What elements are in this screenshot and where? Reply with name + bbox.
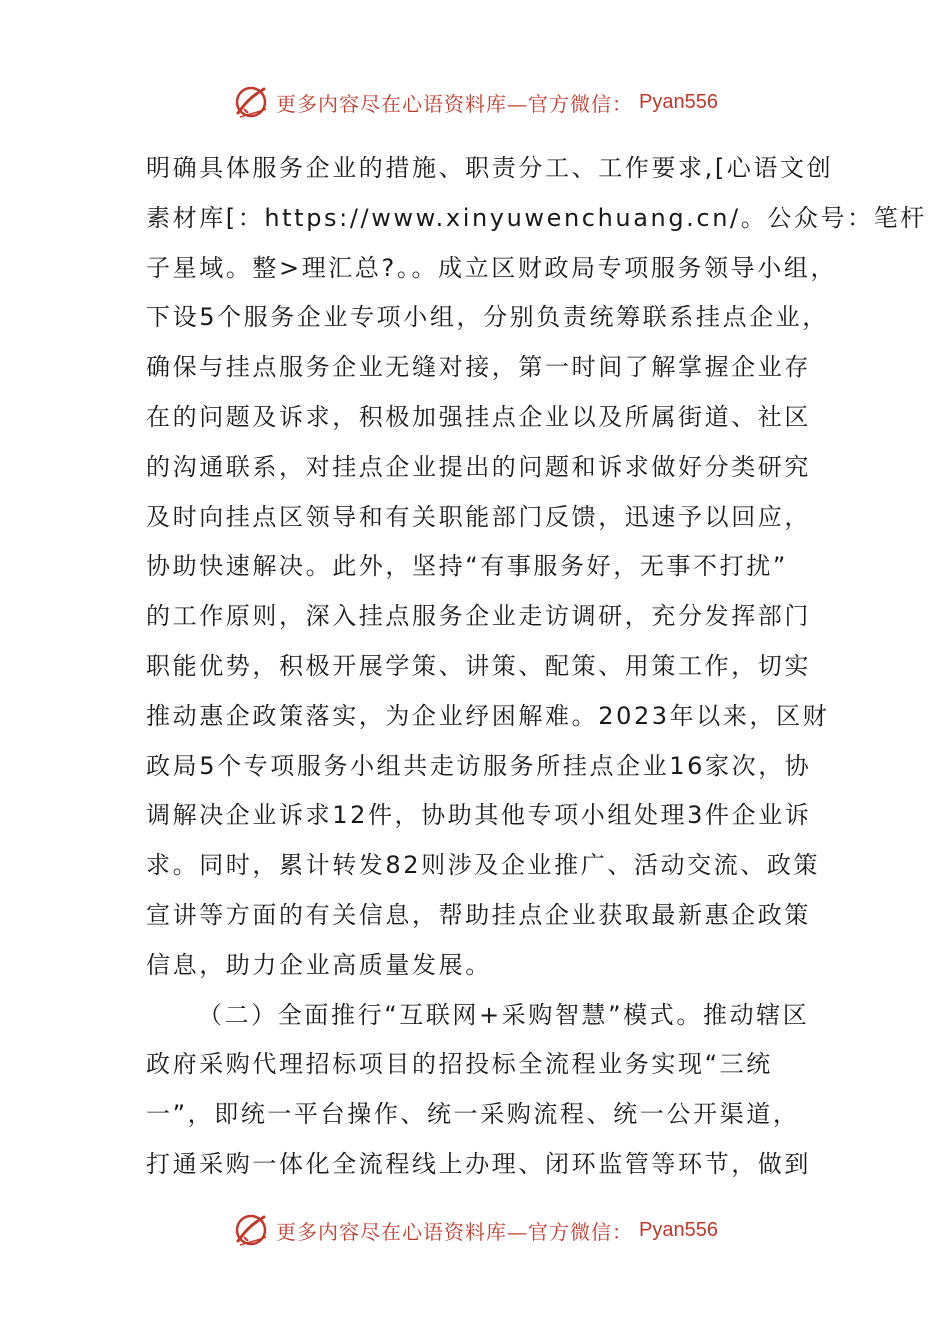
text-line: 求。同时，累计转发82则涉及企业推广、活动交流、政策 bbox=[146, 851, 821, 880]
text-line: 及时向挂点区领导和有关职能部门反馈，迅速予以回应， bbox=[146, 502, 811, 531]
text-line: 的工作原则，深入挂点服务企业走访调研，充分发挥部门 bbox=[146, 602, 811, 631]
text-line: 信息，助力企业高质量发展。 bbox=[146, 950, 492, 979]
footer-banner bbox=[0, 1210, 950, 1250]
banner-brand-text: 更多内容尽在心语资料库—官方微信： bbox=[276, 91, 634, 116]
text-line: 职能优势，积极开展学策、讲策、配策、用策工作，切实 bbox=[146, 651, 811, 680]
banner-brand-text: 更多内容尽在心语资料库—官方微信： bbox=[276, 1219, 634, 1244]
text-line: 宣讲等方面的有关信息，帮助挂点企业获取最新惠企政策 bbox=[146, 900, 811, 929]
text-line: 协助快速解决。此外，坚持“有事服务好，无事不打扰” bbox=[146, 552, 788, 581]
text-line: 打通采购一体化全流程线上办理、闭环监管等环节，做到 bbox=[146, 1149, 811, 1178]
text-line: 确保与挂点服务企业无缝对接，第一时间了解掌握企业存 bbox=[146, 353, 811, 382]
text-line: 素材库[：https://www.xinyuwenchuang.cn/。公众号：笔杆 bbox=[146, 203, 927, 232]
text-line: 调解决企业诉求12件，协助其他专项小组处理3件企业诉 bbox=[146, 801, 812, 830]
text-line: 的沟通联系，对挂点企业提出的问题和诉求做好分类研究 bbox=[146, 452, 811, 481]
banner-account-text: Pyan556 bbox=[639, 1218, 718, 1241]
section-heading-line: （二）全面推行“互联网+采购智慧”模式。推动辖区 bbox=[198, 1000, 810, 1029]
text-line: 一”，即统一平台操作、统一采购流程、统一公开渠道， bbox=[146, 1100, 800, 1129]
text-line: 子星域。整>理汇总?。。成立区财政局专项服务领导小组， bbox=[146, 253, 838, 282]
banner-account-text: Pyan556 bbox=[639, 90, 718, 113]
text-line: 下设5个服务企业专项小组，分别负责统筹联系挂点企业， bbox=[146, 303, 829, 332]
text-line: 政局5个专项服务小组共走访服务所挂点企业16家次，协 bbox=[146, 751, 812, 780]
text-line: 在的问题及诉求，积极加强挂点企业以及所属街道、社区 bbox=[146, 402, 811, 431]
document-body bbox=[146, 144, 927, 1190]
header-banner bbox=[0, 82, 950, 122]
text-line: 明确具体服务企业的措施、职责分工、工作要求,[心语文创 bbox=[146, 154, 834, 182]
text-line: 政府采购代理招标项目的招投标全流程业务实现“三统 bbox=[146, 1050, 773, 1079]
pen-logo-icon bbox=[232, 1211, 270, 1249]
text-line: 推动惠企政策落实，为企业纾困解难。2023年以来，区财 bbox=[146, 701, 830, 730]
pen-logo-icon bbox=[232, 83, 270, 121]
